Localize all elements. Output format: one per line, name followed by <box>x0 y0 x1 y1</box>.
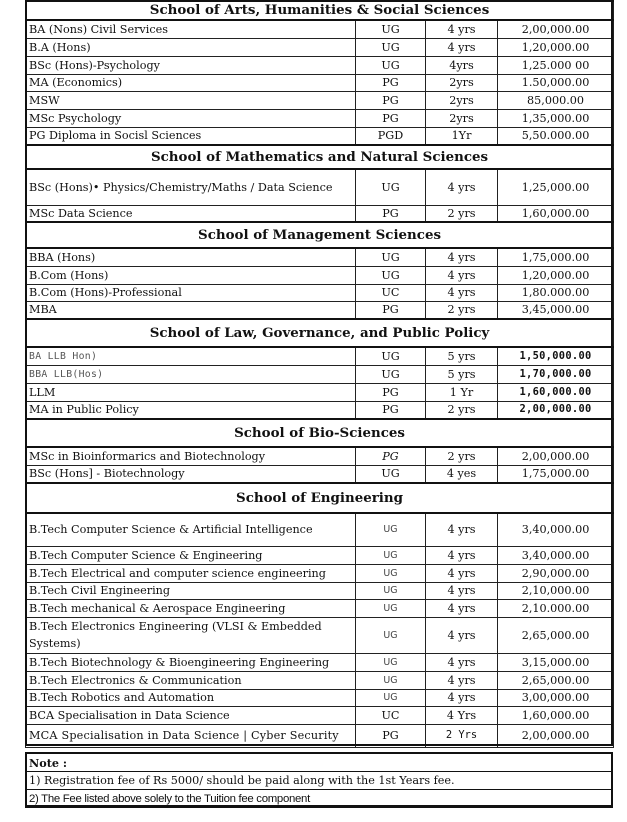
program-duration: 4 yrs <box>426 38 498 56</box>
program-duration: 4 yrs <box>426 653 498 671</box>
notes-box <box>25 752 613 808</box>
table-row <box>26 653 614 671</box>
note-text: 2) The Fee listed above solely to the Tuition fee component <box>26 790 613 808</box>
section-title: School of Arts, Humanities & Social Sciences <box>26 1 614 20</box>
program-level: PG <box>356 724 426 747</box>
program-duration: 2yrs <box>426 109 498 127</box>
table-row <box>26 205 614 222</box>
program-name: B.Tech mechanical & Aerospace Engineering <box>26 599 356 617</box>
program-level: UC <box>356 706 426 724</box>
program-fee: 1,60,000.00 <box>498 205 614 222</box>
program-name: BA LLB Hon) <box>26 347 356 365</box>
program-duration: 2yrs <box>426 91 498 109</box>
table-row <box>26 74 614 91</box>
table-row <box>26 109 614 127</box>
program-name: B.Com (Hons)-Professional <box>26 284 356 301</box>
program-fee: 2,00,000.00 <box>498 724 614 747</box>
program-level: PG <box>356 91 426 109</box>
program-level: UG <box>356 564 426 582</box>
program-duration: 4 yrs <box>426 513 498 546</box>
program-fee: 1,25,000.00 <box>498 169 614 205</box>
section-header-engineering <box>26 483 614 513</box>
program-level: UG <box>356 653 426 671</box>
program-name: B.Tech Biotechnology & Bioengineering Engineering <box>26 653 356 671</box>
table-row <box>26 401 614 419</box>
program-name: B.Tech Robotics and Automation <box>26 689 356 706</box>
table-row <box>26 301 614 319</box>
program-level: UG <box>356 465 426 483</box>
program-fee: 1,75,000.00 <box>498 465 614 483</box>
program-level: UG <box>356 38 426 56</box>
program-duration: 2 Yrs <box>426 724 498 747</box>
program-level: PG <box>356 383 426 401</box>
section-title: School of Bio-Sciences <box>26 419 614 447</box>
table-row <box>26 706 614 724</box>
program-duration: 4 yrs <box>426 248 498 266</box>
program-level: UG <box>356 347 426 365</box>
program-duration: 2 yrs <box>426 401 498 419</box>
program-duration: 4 yrs <box>426 20 498 38</box>
program-fee: 2,00,000.00 <box>498 20 614 38</box>
program-duration: 4 yrs <box>426 284 498 301</box>
program-fee: 2,10.000.00 <box>498 599 614 617</box>
program-level: UG <box>356 365 426 383</box>
program-level: UG <box>356 689 426 706</box>
program-level: UG <box>356 599 426 617</box>
table-row <box>26 671 614 689</box>
table-row <box>26 465 614 483</box>
note-item <box>26 772 613 790</box>
program-duration: 2 yrs <box>426 205 498 222</box>
section-header-law <box>26 319 614 347</box>
program-fee: 3,15,000.00 <box>498 653 614 671</box>
program-fee: 1,20,000.00 <box>498 38 614 56</box>
program-fee: 3,40,000.00 <box>498 546 614 564</box>
table-row <box>26 582 614 599</box>
program-fee: 85,000.00 <box>498 91 614 109</box>
section-title: School of Management Sciences <box>26 222 614 248</box>
program-name: BCA Specialisation in Data Science <box>26 706 356 724</box>
table-row <box>26 248 614 266</box>
table-row <box>26 56 614 74</box>
program-fee: 5,50.000.00 <box>498 127 614 145</box>
program-name: BBA LLB(Hos) <box>26 365 356 383</box>
program-name: BBA (Hons) <box>26 248 356 266</box>
program-fee: 3,00,000.00 <box>498 689 614 706</box>
program-duration: 4 yrs <box>426 266 498 284</box>
program-name: BSc (Hons)• Physics/Chemistry/Maths / Data Science <box>26 169 356 205</box>
program-name: B.Com (Hons) <box>26 266 356 284</box>
program-name: B.A (Hons) <box>26 38 356 56</box>
program-fee: 1,20,000.00 <box>498 266 614 284</box>
table-row <box>26 724 614 747</box>
program-fee: 1,25.000 00 <box>498 56 614 74</box>
program-level: PG <box>356 205 426 222</box>
program-duration: 4 yrs <box>426 599 498 617</box>
program-fee: 1,50,000.00 <box>498 347 614 365</box>
table-row <box>26 91 614 109</box>
program-duration: 2 yrs <box>426 447 498 465</box>
program-name: LLM <box>26 383 356 401</box>
program-name: MSW <box>26 91 356 109</box>
program-level: UG <box>356 582 426 599</box>
program-name: B.Tech Civil Engineering <box>26 582 356 599</box>
section-header-bio-sciences <box>26 419 614 447</box>
section-title: School of Mathematics and Natural Sciences <box>26 145 614 169</box>
program-level: PG <box>356 401 426 419</box>
program-fee: 1,70,000.00 <box>498 365 614 383</box>
program-level: PG <box>356 301 426 319</box>
program-fee: 1,80.000.00 <box>498 284 614 301</box>
section-title: School of Law, Governance, and Public Policy <box>26 319 614 347</box>
table-row <box>26 284 614 301</box>
program-name: PG Diploma in Socisl Sciences <box>26 127 356 145</box>
table-row <box>26 513 614 546</box>
program-duration: 1Yr <box>426 127 498 145</box>
program-fee: 1,60,000.00 <box>498 706 614 724</box>
program-name: MA in Public Policy <box>26 401 356 419</box>
program-fee: 2,10,000.00 <box>498 582 614 599</box>
program-level: PG <box>356 109 426 127</box>
section-header-arts <box>26 1 614 20</box>
program-level: UG <box>356 169 426 205</box>
table-row <box>26 383 614 401</box>
program-duration: 4 yes <box>426 465 498 483</box>
program-name: B.Tech Electrical and computer science engineering <box>26 564 356 582</box>
table-row <box>26 617 614 653</box>
program-name: BSc (Hons)-Psychology <box>26 56 356 74</box>
program-level: UG <box>356 513 426 546</box>
program-fee: 3,40,000.00 <box>498 513 614 546</box>
program-duration: 4 Yrs <box>426 706 498 724</box>
program-fee: 1.50,000.00 <box>498 74 614 91</box>
notes-heading: Note : <box>26 753 613 772</box>
program-duration: 4 yrs <box>426 671 498 689</box>
program-level: UG <box>356 248 426 266</box>
program-duration: 4 yrs <box>426 617 498 653</box>
table-row <box>26 564 614 582</box>
section-header-mathematics <box>26 145 614 169</box>
program-fee: 3,45,000.00 <box>498 301 614 319</box>
program-name: MSc Psychology <box>26 109 356 127</box>
program-name: B.Tech Electronics Engineering (VLSI & Embedded Systems) <box>26 617 356 653</box>
program-level: UG <box>356 546 426 564</box>
program-duration: 5 yrs <box>426 365 498 383</box>
program-duration: 2yrs <box>426 74 498 91</box>
program-fee: 2,00,000.00 <box>498 447 614 465</box>
program-level: UG <box>356 56 426 74</box>
program-duration: 4 yrs <box>426 582 498 599</box>
fee-structure-table <box>25 0 614 748</box>
note-text: 1) Registration fee of Rs 5000/ should be paid along with the 1st Years fee. <box>26 772 613 790</box>
program-fee: 1,75,000.00 <box>498 248 614 266</box>
table-row <box>26 20 614 38</box>
program-duration: 1 Yr <box>426 383 498 401</box>
program-name: B.Tech Computer Science & Artificial Intelligence <box>26 513 356 546</box>
program-name: MSc Data Science <box>26 205 356 222</box>
section-title: School of Engineering <box>26 483 614 513</box>
program-level: PGD <box>356 127 426 145</box>
program-fee: 2,90,000.00 <box>498 564 614 582</box>
program-fee: 2,00,000.00 <box>498 401 614 419</box>
program-duration: 4yrs <box>426 56 498 74</box>
program-duration: 4 yrs <box>426 546 498 564</box>
table-row <box>26 447 614 465</box>
program-name: B.Tech Electronics & Communication <box>26 671 356 689</box>
table-row <box>26 169 614 205</box>
program-level: UG <box>356 266 426 284</box>
program-fee: 1,60,000.00 <box>498 383 614 401</box>
program-name: MBA <box>26 301 356 319</box>
table-row <box>26 365 614 383</box>
program-duration: 4 yrs <box>426 169 498 205</box>
table-row <box>26 38 614 56</box>
table-row <box>26 599 614 617</box>
notes-heading-row <box>26 753 613 772</box>
program-name: BSc (Hons] - Biotechnology <box>26 465 356 483</box>
program-duration: 4 yrs <box>426 564 498 582</box>
program-fee: 1,35,000.00 <box>498 109 614 127</box>
program-level: UG <box>356 20 426 38</box>
table-row <box>26 689 614 706</box>
program-duration: 5 yrs <box>426 347 498 365</box>
program-name: BA (Nons) Civil Services <box>26 20 356 38</box>
program-duration: 4 yrs <box>426 689 498 706</box>
table-row <box>26 127 614 145</box>
program-level: UC <box>356 284 426 301</box>
section-header-management <box>26 222 614 248</box>
table-row <box>26 347 614 365</box>
program-fee: 2,65,000.00 <box>498 671 614 689</box>
program-level: UG <box>356 617 426 653</box>
table-row <box>26 266 614 284</box>
program-level: UG <box>356 671 426 689</box>
table-row <box>26 546 614 564</box>
program-name: MCA Specialisation in Data Science | Cyber Security <box>26 724 356 747</box>
program-level: PG <box>356 447 426 465</box>
program-name: B.Tech Computer Science & Engineering <box>26 546 356 564</box>
program-fee: 2,65,000.00 <box>498 617 614 653</box>
program-name: MA (Economics) <box>26 74 356 91</box>
note-item <box>26 790 613 808</box>
program-name: MSc in Bioinformarics and Biotechnology <box>26 447 356 465</box>
program-level: PG <box>356 74 426 91</box>
program-duration: 2 yrs <box>426 301 498 319</box>
